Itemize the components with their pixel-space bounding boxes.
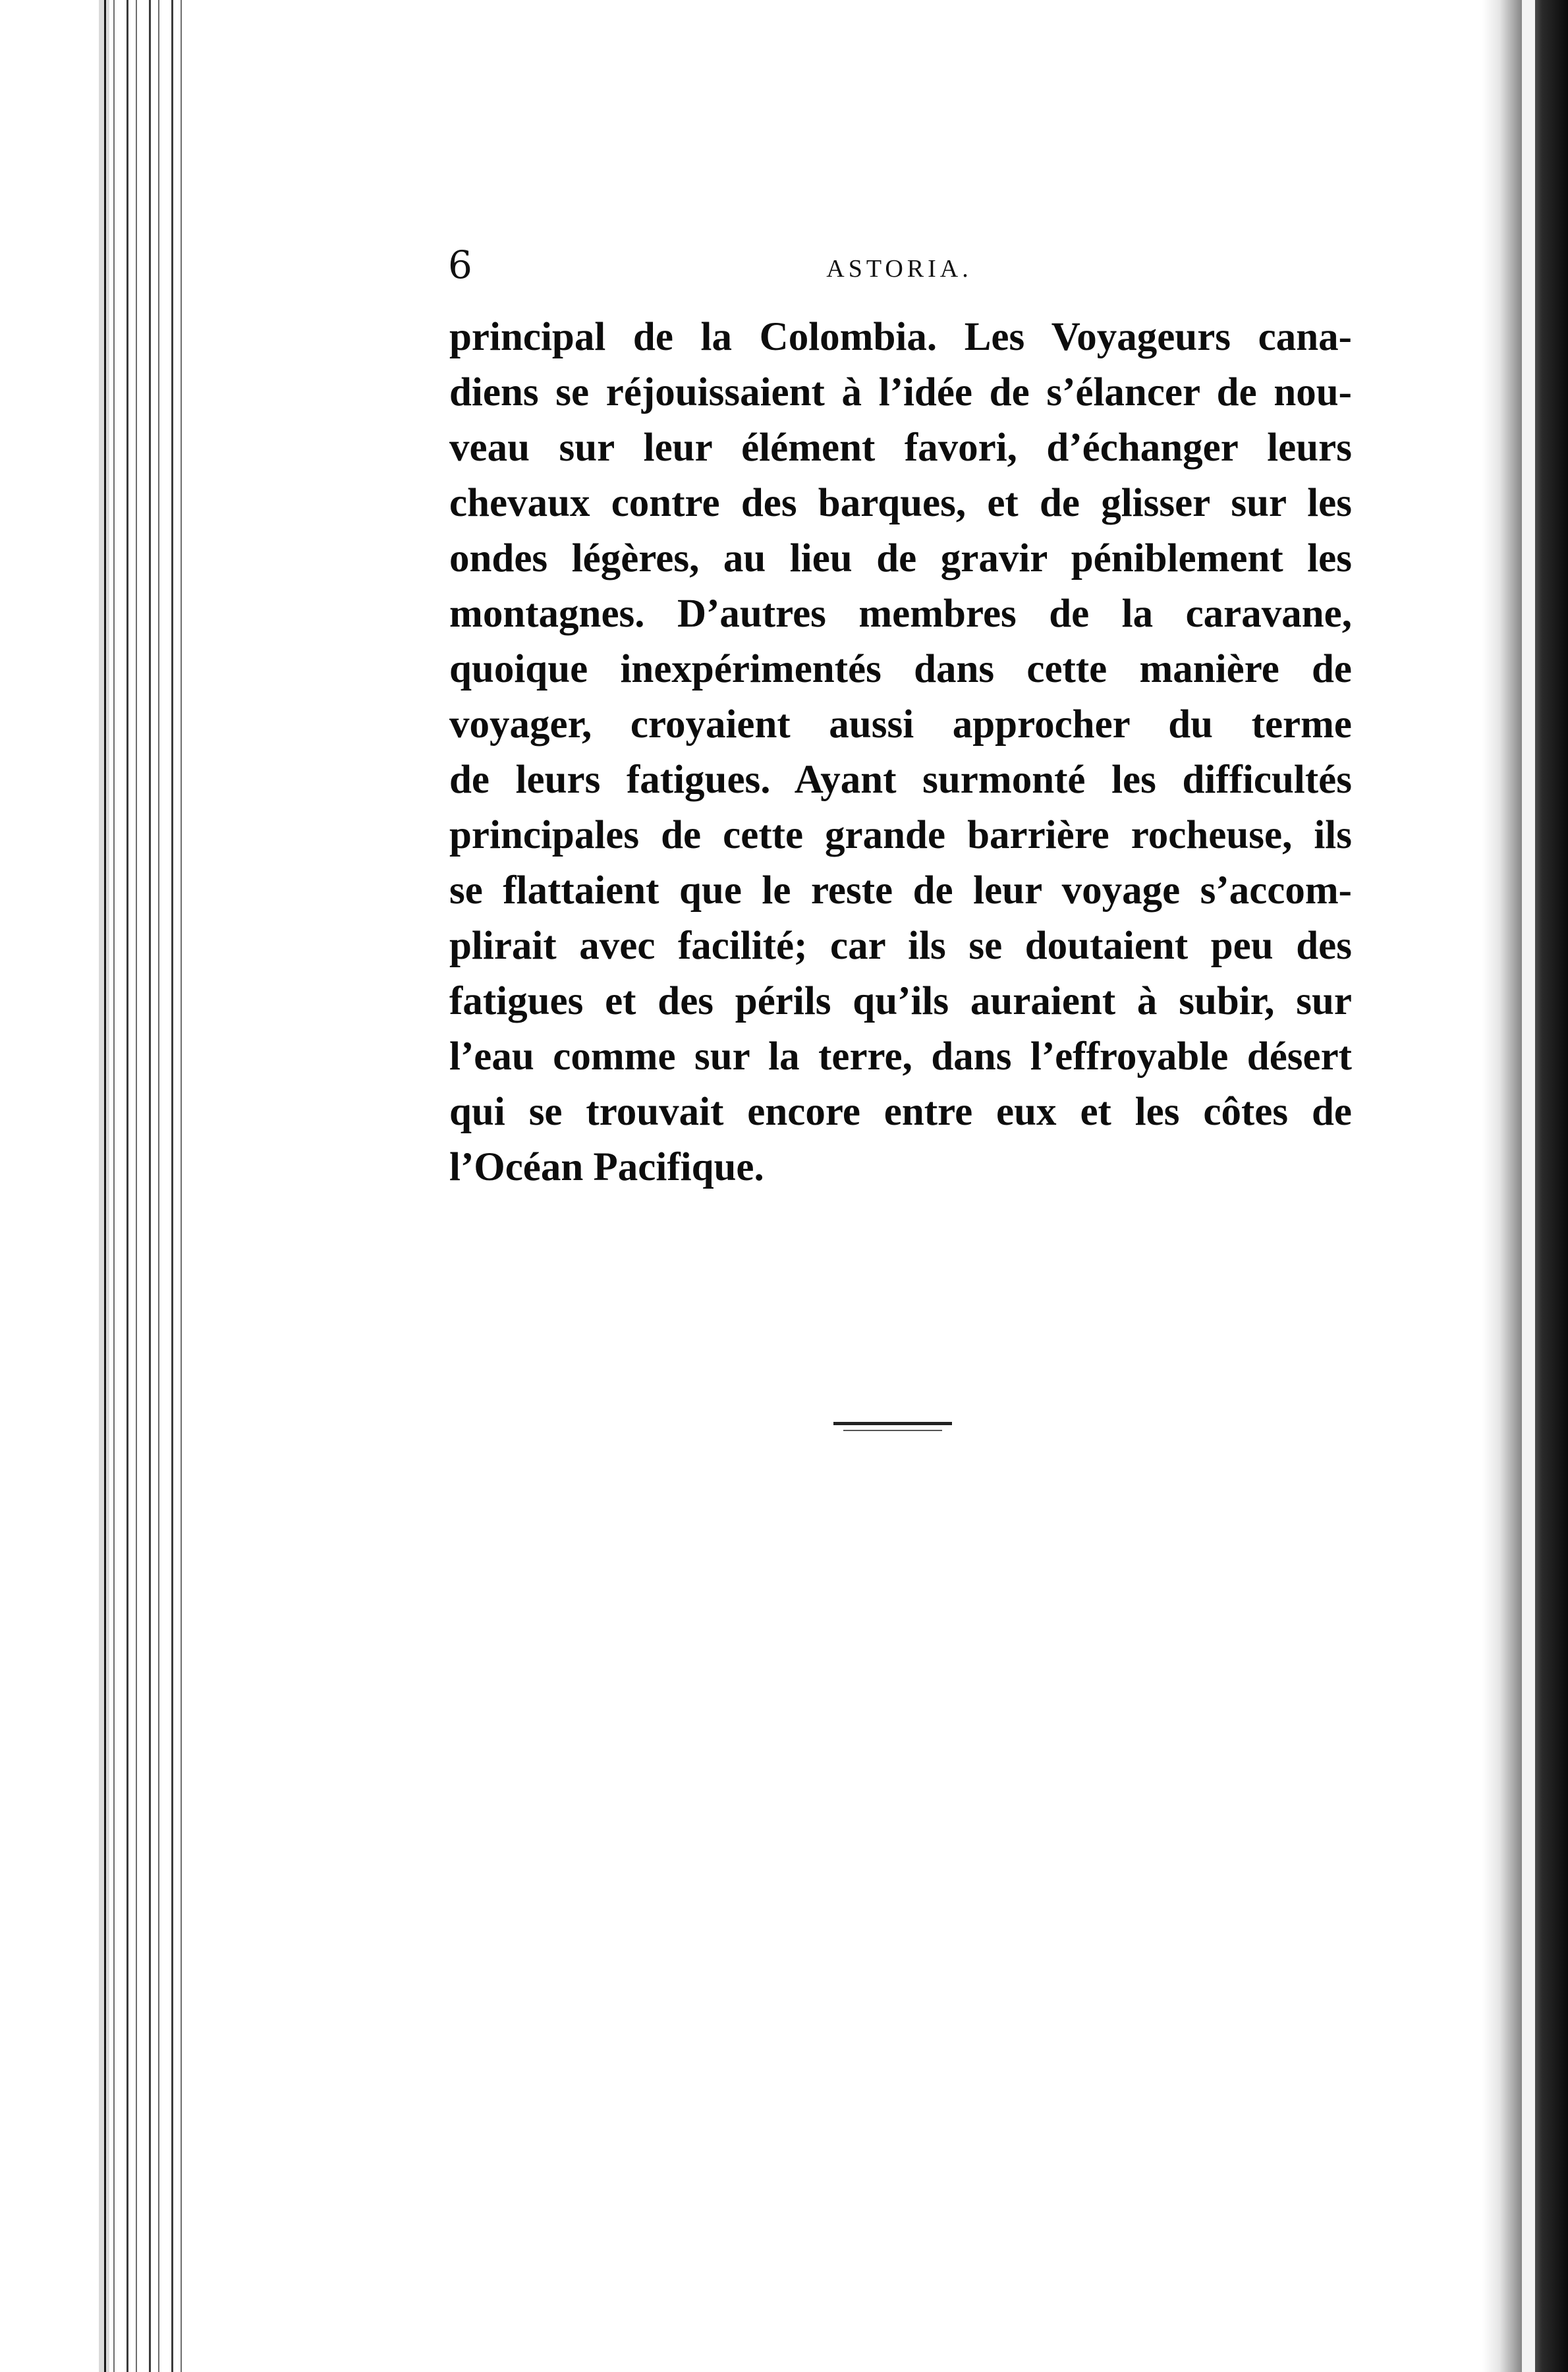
text-line: l’eau comme sur la terre, dans l’effroyable désert: [449, 1034, 1352, 1079]
text-line: ondes légères, au lieu de gravir péniblement les: [449, 536, 1352, 580]
page-header: [448, 242, 1351, 295]
text-line: chevaux contre des barques, et de glisser sur les: [449, 481, 1352, 525]
text-line: diens se réjouissaient à l’idée de s’élancer de nou-: [449, 370, 1352, 414]
text-line: veau sur leur élément favori, d’échanger leurs: [449, 426, 1352, 470]
text-line: plirait avec facilité; car ils se doutaient peu des: [449, 924, 1352, 968]
text-line: principal de la Colombia. Les Voyageurs cana-: [449, 315, 1352, 359]
text-line: principales de cette grande barrière rocheuse, ils: [449, 813, 1352, 857]
binding-stripes: [99, 0, 184, 2372]
text-line: quoique inexpérimentés dans cette manière de: [449, 647, 1352, 691]
section-end-rule: [833, 1422, 952, 1425]
body-text: [449, 310, 1352, 1195]
text-line: l’Océan Pacifique.: [449, 1145, 764, 1189]
text-line: voyager, croyaient aussi approcher du terme: [449, 702, 1352, 747]
text-line: montagnes. D’autres membres de la caravane,: [449, 592, 1352, 636]
running-head: ASTORIA.: [826, 255, 972, 283]
text-line: fatigues et des périls qu’ils auraient à subir, sur: [449, 979, 1352, 1023]
section-end-rule-thin: [843, 1430, 942, 1431]
page-number: 6: [448, 242, 472, 287]
text-line: de leurs fatigues. Ayant surmonté les difficultés: [449, 758, 1352, 802]
text-line: qui se trouvait encore entre eux et les côtes de: [449, 1090, 1352, 1134]
text-line: se flattaient que le reste de leur voyage s’accom-: [449, 868, 1352, 913]
page-edge-highlight: [1522, 0, 1535, 2372]
